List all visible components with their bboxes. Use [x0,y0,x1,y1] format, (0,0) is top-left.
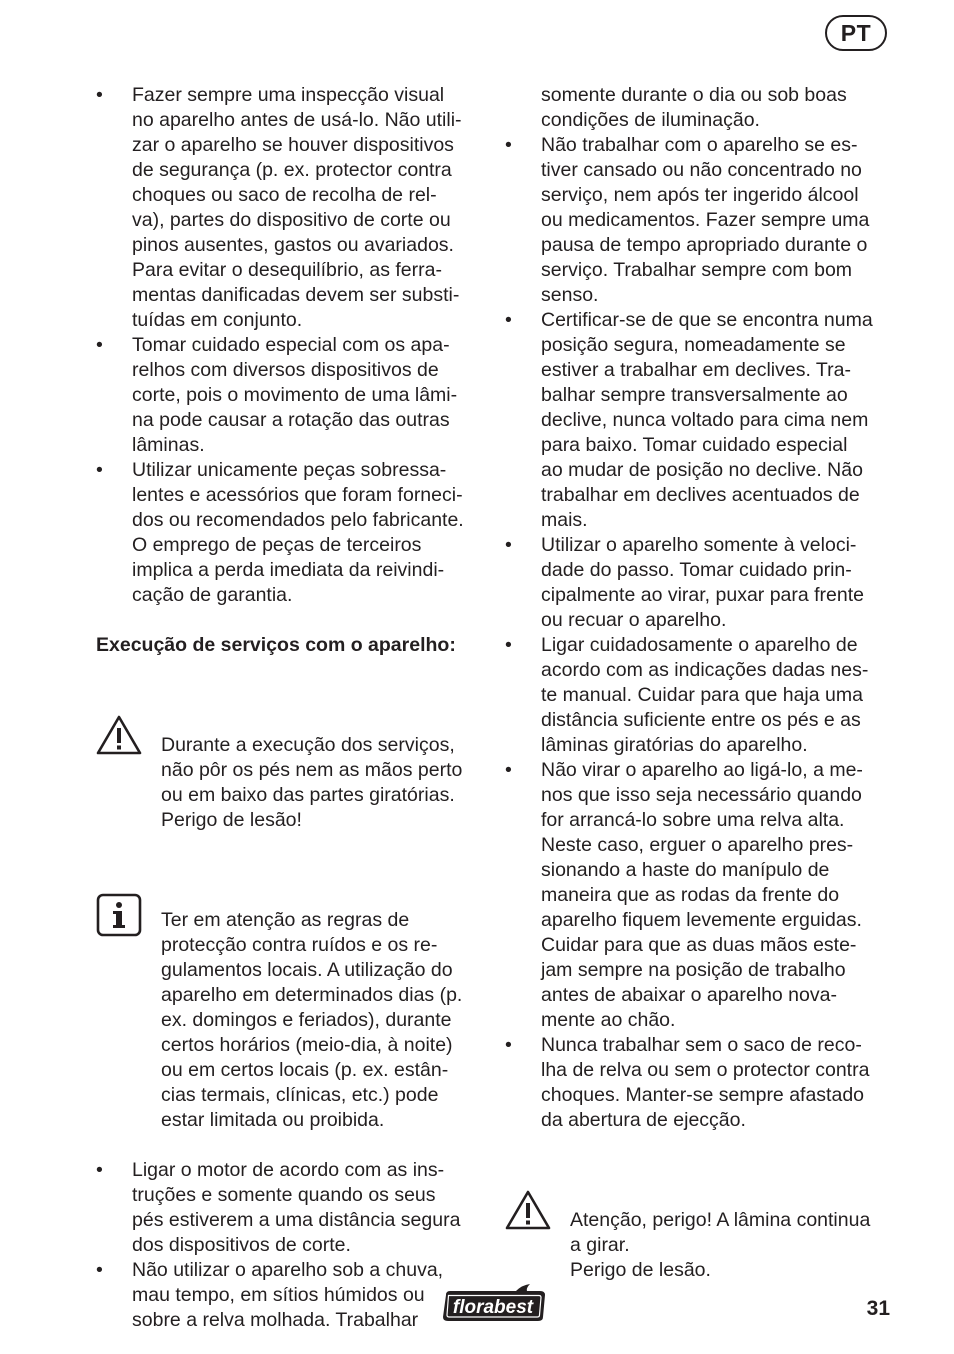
bullet-dot: • [505,634,512,656]
list-item [96,333,486,458]
list-item [96,458,486,608]
bullet-dot: • [505,309,512,331]
list-item-text: Não utilizar o aparelho sob a chuva, mau tempo, em sítios húmidos ou sobre a relva molhada. Trabalhar [132,1259,444,1331]
left-column [96,83,486,1333]
bullet-dot: • [96,1159,103,1181]
list-item [505,633,895,758]
list-item-text: Certificar-se de que se encontra numa posição segura, nomeadamente se estiver a trabalhar em declives. Tra- balhar sempre transversalmente ao declive, nunca voltado para cima nem para baixo. Tomar cuidado especial ao mudar de posição no declive. Não trabalhar em declives acentuados de mais. [541,309,873,531]
section-heading: Execução de serviços com o aparelho: [96,634,456,656]
list-item-text: Ligar cuidadosamente o aparelho de acordo com as indicações dadas nes- te manual. Cuidar para que haja uma distância suficiente entre os pés e as lâminas giratórias do aparelho. [541,634,869,756]
page-number: 31 [866,1297,890,1320]
warning-notice-text: Atenção, perigo! A lâmina continua a girar. Perigo de lesão. [570,1209,871,1281]
info-notice-text: Ter em atenção as regras de protecção contra ruídos e os re- gulamentos locais. A utilização do aparelho em determinados dias (p. ex. domingos e feriados), durante certos horários (meio-dia, à noite) ou em certos locais (p. ex. estân- cias termais, clínicas, etc.) pode estar limitada ou proibida. [161,909,463,1131]
list-item-text: Fazer sempre uma inspecção visual no aparelho antes de usá-lo. Não utili- zar o aparelho se houver dispositivos de segurança (p. ex. protector contra choques ou saco de recolha de rel- va), partes do dispositivo de corte ou pinos ausentes, gastos ou avariados. Para evitar o desequilíbrio, as ferra- mentas danificadas devem ser substi- tuídas em conjunto. [132,84,462,331]
list-item-text: Utilizar unicamente peças sobressa- lentes e acessórios que foram forneci- dos ou recomendados pelo fabricante. O emprego de peças de terceiros implica a perda imediata da reivindi- cação de garantia. [132,459,464,606]
bullet-dot: • [505,134,512,156]
list-item [505,758,895,1033]
list-item [96,83,486,333]
bullet-dot: • [96,1259,103,1281]
brand-logo [438,1283,550,1325]
list-item [505,133,895,308]
list-item-text: Tomar cuidado especial com os apa- relhos com diversos dispositivos de corte, pois o movimento de uma lâmi- na pode causar a rotação das outras lâminas. [132,334,458,456]
list-item [96,1158,486,1258]
info-icon [96,868,142,944]
list-item-text: Ligar o motor de acordo com as ins- truções e somente quando os seus pés estiverem a uma distância segura dos dispositivos de corte. [132,1159,461,1256]
bullet-dot: • [505,1034,512,1056]
bullet-dot: • [96,459,103,481]
list-item-text: Utilizar o aparelho somente à veloci- dade do passo. Tomar cuidado prin- cipalmente ao virar, puxar para frente ou recuar o aparelho. [541,534,865,631]
list-item [505,308,895,533]
list-item-text: Nunca trabalhar sem o saco de reco- lha de relva ou sem o protector contra choques. Manter-se sempre afastado da abertura de ejecção. [541,1034,870,1131]
warning-triangle-icon [96,689,142,763]
bullet-dot: • [505,534,512,556]
continuation-text: somente durante o dia ou sob boas condições de iluminação. [541,84,847,131]
warning-notice [96,683,486,833]
bullet-dot: • [96,84,103,106]
list-item [505,533,895,633]
spacer [505,1133,895,1158]
list-item [505,1033,895,1133]
warning-notice-text: Durante a execução dos serviços, não pôr os pés nem as mãos perto ou em baixo das partes giratórias. Perigo de lesão! [161,734,463,831]
warning-notice [505,1158,895,1283]
brand-logo-text: florabest [452,1297,534,1318]
info-notice [96,858,486,1133]
list-item [96,1258,486,1333]
right-column [505,83,895,1308]
language-badge: PT [825,15,887,51]
list-item-text: Não virar o aparelho ao ligá-lo, a me- nos que isso seja necessário quando for arrancá-lo sobre uma relva alta. Neste caso, erguer o aparelho pres- sionando a haste do manípulo de maneira que as rodas da frente do aparelho fiquem levemente erguidas. Cuidar para que as duas mãos este- jam sempre na posição de trabalho antes de abaixar o aparelho nova- mente ao chão. [541,759,863,1031]
bullet-dot: • [505,759,512,781]
bullet-dot: • [96,334,103,356]
list-item-text: Não trabalhar com o aparelho se es- tiver cansado ou não concentrado no serviço, nem após ter ingerido álcool ou medicamentos. Fazer sempre uma pausa de tempo apropriado durante o serviço. Trabalhar sempre com bom senso. [541,134,870,306]
warning-triangle-icon [505,1164,551,1238]
